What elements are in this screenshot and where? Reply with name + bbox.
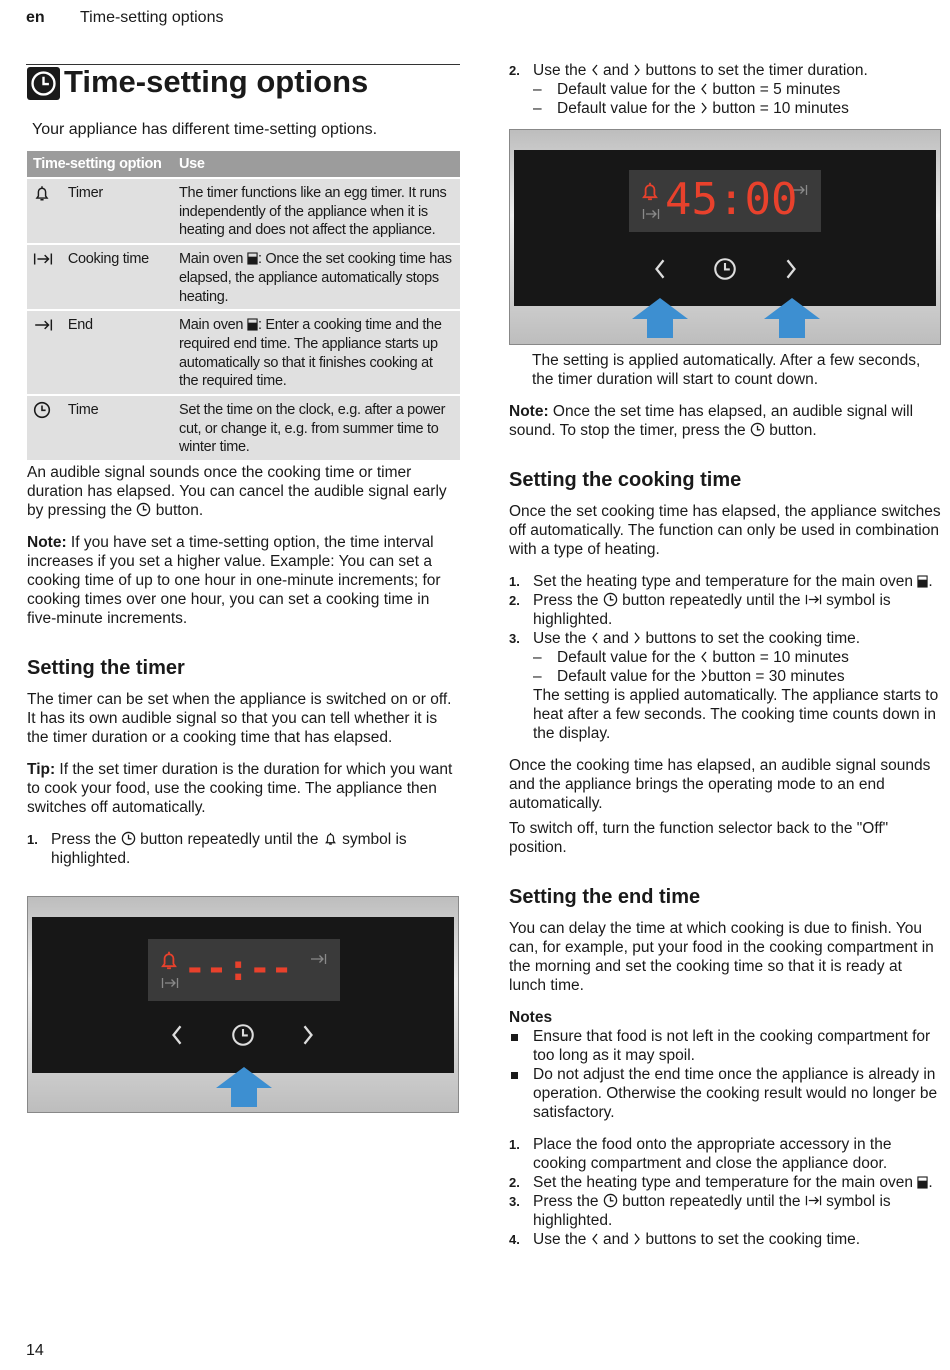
clock-icon [136, 502, 151, 517]
oven-icon [917, 1176, 928, 1189]
options-table [27, 151, 460, 460]
list-item: – Default value for the button = 5 minutes [533, 80, 941, 99]
table-row [27, 395, 460, 460]
right-chevron-icon [700, 669, 708, 683]
table-row [27, 310, 460, 395]
tip-paragraph: Tip: If the set timer duration is the duration for which you want to cook your food, use the cooking time. The appliance then switches off automatically. [27, 761, 453, 816]
clock-icon [603, 1193, 618, 1208]
table-use: Main oven : Enter a cooking time and the required end time. The appliance starts up automatically so that it finishes cooking at the required time. [173, 310, 460, 395]
left-chevron-icon [591, 63, 599, 77]
clock-icon [121, 831, 136, 846]
clock-icon [33, 401, 51, 419]
right-chevron-icon [700, 101, 708, 115]
table-option: Cooking time [62, 244, 173, 310]
list-item: – Default value for the button = 10 minutes [533, 99, 941, 118]
audible-signal-text: An audible signal sounds once the cooking time or timer duration has elapsed. You can cancel the audible signal early by pressing the button. [27, 464, 447, 519]
list-item: 1. Place the food onto the appropriate accessory in the cooking compartment and close the appliance door. [509, 1136, 892, 1172]
notes-heading: Notes [509, 1009, 553, 1026]
table-option: Time [62, 395, 173, 460]
display-value: --:-- [184, 948, 293, 989]
cooking-time-heading: Setting the cooking time [509, 469, 742, 491]
table-use: The timer functions like an egg timer. It runs independently of the appliance when it is heating and does not affect the appliance. [173, 178, 460, 244]
clock-icon [603, 592, 618, 607]
table-row [27, 244, 460, 310]
control-panel-timer [27, 896, 459, 1113]
cooking-time-icon [160, 975, 180, 991]
note-paragraph: Note: If you have set a time-setting option, the time interval increases if you set a higher value. Example: You can set a cooking time of up to one hour in one-minute increments; for cooking times over one hour, you can set a cooking time in five-minute increments. [27, 534, 441, 627]
left-chevron-icon [591, 631, 599, 645]
page-title: Time-setting options [64, 64, 369, 99]
intro-text: Your appliance has different time-setting options. [32, 121, 378, 138]
list-item: 3. Press the button repeatedly until the symbol is highlighted. [509, 1193, 891, 1229]
bell-icon [639, 180, 661, 202]
end-icon [308, 951, 328, 967]
list-item: 1. Set the heating type and temperature for the main oven . [509, 573, 933, 590]
list-item: – Default value for the button = 10 minutes [533, 648, 941, 667]
control-panel-duration [509, 129, 941, 345]
table-head-option: Time-setting option [27, 151, 173, 178]
bell-icon [33, 184, 51, 202]
cooking-end-text: Once the cooking time has elapsed, an audible signal sounds and the appliance brings the operating mode to an end automatically. [509, 757, 931, 812]
end-time-text: You can delay the time at which cooking is due to finish. You can, for example, put your food in the cooking compartment in the morning and set the cooking time so that it is ready at lunch time. [509, 920, 934, 994]
applied-text: The setting is applied automatically. The appliance starts to heat after a few seconds. The cooking time counts down in the display. [533, 687, 939, 742]
applied-text: The setting is applied automatically. After a few seconds, the timer duration will start to count down. [532, 352, 921, 388]
table-option: End [62, 310, 173, 395]
arrow-icon [630, 297, 690, 339]
cooking-time-icon [805, 592, 822, 607]
display-value: 45:00 [665, 174, 798, 225]
timer-text: The timer can be set when the appliance is switched on or off. It has its own audible signal so that you can tell whether it is the timer duration or a cooking time that has elapsed. [27, 691, 452, 746]
left-chevron-icon [591, 1232, 599, 1246]
clock-button-icon[interactable] [231, 1023, 255, 1047]
right-button-icon[interactable] [301, 1022, 315, 1048]
clock-icon [750, 422, 765, 437]
display [629, 170, 821, 232]
end-time-heading: Setting the end time [509, 886, 701, 908]
cooking-time-icon [805, 1193, 822, 1208]
clock-button-icon[interactable] [713, 257, 737, 281]
right-button-icon[interactable] [784, 256, 798, 282]
list-item: 2. Press the button repeatedly until the symbol is highlighted. [509, 592, 891, 628]
table-row [27, 178, 460, 244]
header-lang: en [26, 9, 45, 26]
left-button-icon[interactable] [170, 1022, 184, 1048]
list-item: – Default value for the button = 30 minutes [533, 667, 941, 686]
arrow-icon [214, 1066, 274, 1108]
cooking-time-text: Once the set cooking time has elapsed, the appliance switches off automatically. The function can only be used in combination with a type of heating. [509, 503, 941, 558]
oven-icon [247, 252, 258, 265]
table-option: Timer [62, 178, 173, 244]
list-item: 4. Use the and buttons to set the cooking time. [509, 1231, 861, 1248]
display [148, 939, 340, 1001]
note-paragraph: Note: Once the set time has elapsed, an audible signal will sound. To stop the timer, press the button. [509, 403, 914, 439]
list-item: Do not adjust the end time once the appliance is already in operation. Otherwise the cooking result would no longer be satisfactory. [509, 1065, 941, 1122]
cooking-time-icon [33, 250, 53, 268]
list-item: Ensure that food is not left in the cooking compartment for too long as it may spoil. [509, 1027, 941, 1065]
list-item: 1. Press the button repeatedly until the symbol is highlighted. [27, 831, 407, 867]
bell-icon [158, 949, 180, 971]
page-number: 14 [26, 1342, 44, 1359]
oven-icon [917, 575, 928, 588]
end-icon [33, 316, 53, 334]
switch-off-text: To switch off, turn the function selector back to the "Off" position. [509, 820, 889, 856]
list-item: 2. Set the heating type and temperature for the main oven . [509, 1174, 933, 1191]
list-item: 3. Use the and buttons to set the cooking time. – Default value for the button = 10 minutes – Default value for the button = 30 minutes The setting is applied automatically. The appliance starts to heat after a few seconds. The cooking time counts down in the display. [509, 629, 941, 743]
arrow-icon [762, 297, 822, 339]
timer-heading: Setting the timer [27, 657, 185, 679]
bell-icon [323, 831, 338, 846]
title-clock-icon [27, 67, 60, 100]
left-chevron-icon [700, 650, 708, 664]
table-head-use: Use [173, 151, 460, 178]
table-use: Main oven : Once the set cooking time has elapsed, the appliance automatically stops heating. [173, 244, 460, 310]
list-item: 2. Use the and buttons to set the timer duration. – Default value for the button = 5 minutes – Default value for the button = 10 minutes [509, 61, 941, 118]
table-use: Set the time on the clock, e.g. after a power cut, or change it, e.g. from summer time to winter time. [173, 395, 460, 460]
header-section: Time-setting options [80, 9, 224, 26]
cooking-time-icon [641, 206, 661, 222]
oven-icon [247, 318, 258, 331]
left-chevron-icon [700, 82, 708, 96]
left-button-icon[interactable] [653, 256, 667, 282]
